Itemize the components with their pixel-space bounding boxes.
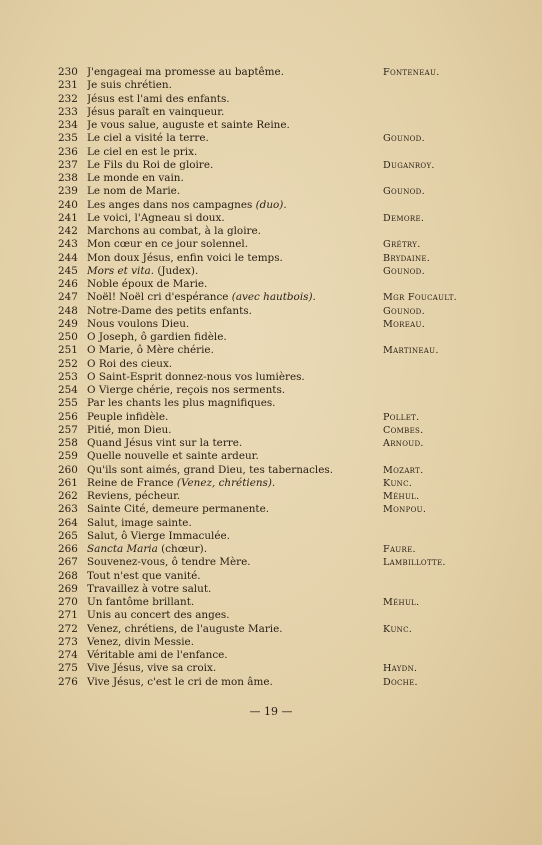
hymn-title-italic: (duo). — [255, 198, 287, 211]
hymn-number: 260 — [58, 463, 78, 476]
hymn-entry — [58, 106, 528, 119]
hymn-title — [87, 570, 383, 583]
hymn-number: 275 — [58, 662, 78, 675]
hymn-number: 251 — [58, 344, 78, 357]
hymn-number: 236 — [58, 145, 78, 158]
hymn-title — [87, 278, 383, 291]
hymn-title — [87, 93, 383, 106]
hymn-entry — [58, 424, 528, 437]
hymn-title-text: Peuple infidèle. — [87, 410, 169, 423]
hymn-composer: Kunc. — [383, 477, 413, 489]
hymn-title — [87, 199, 383, 212]
hymn-number: 270 — [58, 596, 78, 608]
hymn-number: 231 — [58, 79, 78, 92]
hymn-title-text: Venez, chrétiens, de l'auguste Marie. — [87, 622, 283, 635]
hymn-composer: Brydaine. — [383, 252, 431, 264]
hymn-entry — [58, 66, 528, 79]
hymn-title — [87, 490, 383, 503]
hymn-entry — [58, 437, 528, 450]
hymn-title-text: Un fantôme brillant. — [87, 596, 195, 608]
hymn-title — [87, 132, 383, 145]
hymn-title-text: Quand Jésus vint sur la terre. — [87, 437, 243, 449]
hymn-title-italic: (Venez, chrétiens). — [176, 476, 276, 489]
hymn-number: 240 — [58, 198, 78, 211]
hymn-number: 252 — [58, 357, 78, 370]
hymn-title-text: Unis au concert des anges. — [87, 609, 230, 622]
hymn-entry — [58, 464, 528, 477]
hymn-composer: Doche. — [383, 676, 418, 688]
hymn-title-text: Tout n'est que vanité. — [87, 569, 201, 582]
hymn-entry — [58, 318, 528, 331]
hymn-number: 276 — [58, 675, 78, 688]
hymn-title — [87, 119, 383, 132]
hymn-title-text: Souvenez-vous, ô tendre Mère. — [87, 556, 251, 569]
hymn-composer: Méhul. — [383, 597, 420, 608]
hymn-title-text: O Marie, ô Mère chérie. — [87, 344, 214, 357]
hymn-title-text: Reine de France — [87, 476, 174, 489]
hymn-number: 244 — [58, 251, 78, 264]
hymn-title — [87, 530, 383, 543]
hymn-title-text: Quelle nouvelle et sainte ardeur. — [87, 450, 259, 463]
hymn-number: 274 — [58, 649, 78, 661]
hymn-number: 266 — [58, 543, 78, 555]
hymn-composer: Gounod. — [383, 186, 425, 198]
hymn-entry — [58, 477, 528, 490]
hymn-title-text: Le monde en vain. — [87, 172, 184, 184]
hymn-entry — [58, 331, 528, 344]
hymn-number: 243 — [58, 238, 78, 251]
hymn-title — [87, 225, 383, 238]
hymn-title-text: J'engageai ma promesse au baptême. — [87, 66, 284, 78]
hymn-number: 272 — [58, 622, 78, 635]
hymn-number: 259 — [58, 450, 78, 463]
hymn-number: 233 — [58, 105, 78, 118]
hymn-entry — [58, 609, 528, 622]
hymn-title-text: Mon doux Jésus, enfin voici le temps. — [87, 251, 283, 264]
hymn-number: 262 — [58, 490, 78, 502]
hymn-title — [87, 662, 383, 675]
hymn-title-text: Notre-Dame des petits enfants. — [87, 304, 252, 317]
hymn-entry — [58, 397, 528, 410]
hymn-number: 273 — [58, 635, 78, 648]
hymn-title-text: Je suis chrétien. — [87, 79, 172, 92]
hymn-number: 241 — [58, 211, 78, 224]
hymn-number: 245 — [58, 264, 78, 277]
hymn-number: 234 — [58, 119, 78, 131]
hymn-entry — [58, 517, 528, 530]
hymn-title-text: Le Fils du Roi de gloire. — [87, 158, 214, 171]
hymn-title-text: (Judex). — [157, 264, 199, 277]
hymn-title — [87, 437, 383, 450]
hymn-number: 265 — [58, 529, 78, 542]
hymn-title-text: Véritable ami de l'enfance. — [87, 649, 228, 661]
hymn-composer: Haydn. — [383, 663, 418, 675]
hymn-title — [87, 252, 383, 265]
hymn-title — [87, 464, 383, 477]
hymn-composer: Moreau. — [383, 318, 426, 330]
hymn-title — [87, 583, 383, 596]
hymn-title-text: Travaillez à votre salut. — [87, 582, 212, 595]
hymn-title — [87, 159, 383, 172]
hymn-number: 249 — [58, 317, 78, 330]
hymn-composer: Faure. — [383, 544, 416, 555]
hymn-number: 237 — [58, 158, 78, 171]
hymn-title — [87, 66, 383, 79]
hymn-title-text: Le voici, l'Agneau si doux. — [87, 211, 225, 224]
hymn-composer: Combes. — [383, 424, 424, 436]
hymn-title-text: O Roi des cieux. — [87, 357, 173, 370]
hymn-title — [87, 450, 383, 463]
hymn-title — [87, 331, 383, 344]
hymn-composer: Grétry. — [383, 239, 421, 251]
hymn-number: 235 — [58, 132, 78, 145]
hymn-title — [87, 358, 383, 371]
hymn-composer: Mgr Foucault. — [383, 292, 458, 304]
hymn-number: 255 — [58, 397, 78, 410]
hymn-entry — [58, 570, 528, 583]
hymn-entry — [58, 119, 528, 132]
hymn-title-text: (chœur). — [161, 543, 207, 555]
hymn-composer: Gounod. — [383, 265, 425, 277]
hymn-entry — [58, 371, 528, 384]
hymn-title — [87, 411, 383, 424]
hymn-composer: Pollet. — [383, 411, 420, 423]
hymn-title-text: O Vierge chérie, reçois nos serments. — [87, 384, 286, 396]
hymn-composer: Martineau. — [383, 345, 439, 357]
hymn-entry — [58, 146, 528, 159]
hymn-title — [87, 265, 383, 278]
hymn-entry — [58, 172, 528, 185]
hymn-entry — [58, 265, 528, 278]
hymn-title-text: Salut, ô Vierge Immaculée. — [87, 529, 230, 542]
hymn-title-text: Jésus est l'ami des enfants. — [87, 92, 230, 105]
hymn-title — [87, 238, 383, 251]
hymn-entry — [58, 636, 528, 649]
hymn-entry — [58, 79, 528, 92]
hymn-composer: Gounod. — [383, 305, 425, 317]
hymn-title — [87, 371, 383, 384]
hymn-number: 267 — [58, 556, 78, 569]
hymn-entry — [58, 623, 528, 636]
hymn-title-text: O Joseph, ô gardien fidèle. — [87, 331, 227, 343]
hymn-title-text: Nous voulons Dieu. — [87, 317, 190, 330]
hymn-title — [87, 623, 383, 636]
hymn-entry — [58, 344, 528, 357]
hymn-number: 247 — [58, 291, 78, 304]
hymn-title — [87, 305, 383, 318]
hymn-composer: Lambillotte. — [383, 557, 446, 569]
hymn-number: 269 — [58, 582, 78, 595]
hymn-number: 239 — [58, 185, 78, 198]
hymn-title-text: O Saint-Esprit donnez-nous vos lumières. — [87, 370, 305, 383]
hymn-entry — [58, 384, 528, 397]
hymn-title-text: Le ciel en est le prix. — [87, 145, 198, 158]
hymn-entry — [58, 411, 528, 424]
hymn-number: 242 — [58, 225, 78, 237]
hymn-composer: Duganroy. — [383, 159, 435, 171]
hymn-number: 246 — [58, 278, 78, 290]
hymn-entry — [58, 238, 528, 251]
hymn-composer: Mozart. — [383, 464, 424, 476]
hymn-title — [87, 344, 383, 357]
hymn-title-text: Noël! Noël cri d'espérance — [87, 291, 229, 304]
hymn-number: 264 — [58, 516, 78, 529]
hymn-entry — [58, 199, 528, 212]
hymn-title — [87, 106, 383, 119]
hymn-entry — [58, 225, 528, 238]
hymn-title — [87, 596, 383, 609]
hymn-composer: Demore. — [383, 212, 425, 224]
hymn-title-text: Salut, image sainte. — [87, 516, 192, 529]
hymn-title — [87, 517, 383, 530]
hymn-title — [87, 212, 383, 225]
hymn-number: 238 — [58, 172, 78, 184]
hymn-index-list — [58, 66, 528, 689]
hymn-title — [87, 649, 383, 662]
hymn-entry — [58, 212, 528, 225]
hymn-title — [87, 609, 383, 622]
hymn-entry — [58, 556, 528, 569]
hymn-entry — [58, 583, 528, 596]
hymn-number: 254 — [58, 384, 78, 396]
hymn-title — [87, 318, 383, 331]
hymn-number: 261 — [58, 476, 78, 489]
hymn-composer: Monpou. — [383, 504, 427, 516]
hymn-entry — [58, 543, 528, 556]
hymn-composer: Méhul. — [383, 491, 420, 502]
hymn-title — [87, 79, 383, 92]
hymn-title — [87, 397, 383, 410]
hymn-title — [87, 146, 383, 159]
hymn-composer: Arnoud. — [383, 438, 424, 449]
hymn-number: 257 — [58, 423, 78, 436]
hymn-entry — [58, 132, 528, 145]
hymn-entry — [58, 305, 528, 318]
hymn-number: 232 — [58, 92, 78, 105]
hymn-entry — [58, 490, 528, 503]
hymn-title — [87, 384, 383, 397]
hymn-title-text: Le ciel a visité la terre. — [87, 132, 209, 145]
hymn-title-text: Pitié, mon Dieu. — [87, 423, 172, 436]
hymn-title-text: Les anges dans nos campagnes — [87, 198, 253, 211]
hymn-number: 256 — [58, 410, 78, 423]
hymn-title-text: Marchons au combat, à la gloire. — [87, 225, 261, 237]
hymn-entry — [58, 662, 528, 675]
hymn-number: 253 — [58, 370, 78, 383]
hymn-title-text: Reviens, pécheur. — [87, 490, 181, 502]
hymn-title — [87, 676, 383, 689]
hymn-title-text: Je vous salue, auguste et sainte Reine. — [87, 119, 290, 131]
hymn-number: 271 — [58, 609, 78, 622]
hymn-number: 263 — [58, 503, 78, 516]
hymn-number: 250 — [58, 331, 78, 343]
hymn-number: 258 — [58, 437, 78, 449]
hymn-entry — [58, 93, 528, 106]
hymn-entry — [58, 450, 528, 463]
hymn-entry — [58, 159, 528, 172]
hymn-composer: Fonteneau. — [383, 67, 440, 78]
hymn-entry — [58, 596, 528, 609]
hymn-title — [87, 636, 383, 649]
hymn-title-text: Mon cœur en ce jour solennel. — [87, 238, 249, 251]
hymn-title — [87, 503, 383, 516]
hymn-title-italic: (avec hautbois). — [231, 291, 316, 304]
hymn-entry — [58, 185, 528, 198]
hymn-title — [87, 185, 383, 198]
hymn-title-text: Par les chants les plus magnifiques. — [87, 397, 276, 410]
hymn-title-text: Noble époux de Marie. — [87, 278, 208, 290]
hymn-entry — [58, 252, 528, 265]
hymn-composer: Gounod. — [383, 133, 425, 145]
hymn-title-italic: Mors et vita. — [87, 264, 154, 277]
hymn-entry — [58, 503, 528, 516]
hymn-title — [87, 543, 383, 556]
hymn-title — [87, 556, 383, 569]
hymn-title-text: Vive Jésus, c'est le cri de mon âme. — [87, 675, 273, 688]
hymn-title — [87, 477, 383, 490]
hymn-number: 248 — [58, 304, 78, 317]
hymn-title-text: Jésus paraît en vainqueur. — [87, 105, 225, 118]
hymn-entry — [58, 530, 528, 543]
hymn-title — [87, 291, 383, 304]
hymn-title-text: Vive Jésus, vive sa croix. — [87, 662, 217, 675]
hymn-entry — [58, 291, 528, 304]
hymn-title-italic: Sancta Maria — [87, 543, 158, 555]
hymn-title — [87, 424, 383, 437]
hymn-title-text: Sainte Cité, demeure permanente. — [87, 503, 270, 516]
hymn-title-text: Venez, divin Messie. — [87, 635, 195, 648]
hymn-title — [87, 172, 383, 185]
page-number: — 19 — — [249, 705, 293, 718]
hymn-number: 230 — [58, 66, 78, 78]
hymn-title-text: Qu'ils sont aimés, grand Dieu, tes tabernacles. — [87, 463, 334, 476]
hymn-number: 268 — [58, 569, 78, 582]
hymn-entry — [58, 358, 528, 371]
hymn-composer: Kunc. — [383, 623, 413, 635]
hymn-title-text: Le nom de Marie. — [87, 185, 181, 198]
hymn-entry — [58, 676, 528, 689]
hymn-entry — [58, 278, 528, 291]
hymn-entry — [58, 649, 528, 662]
